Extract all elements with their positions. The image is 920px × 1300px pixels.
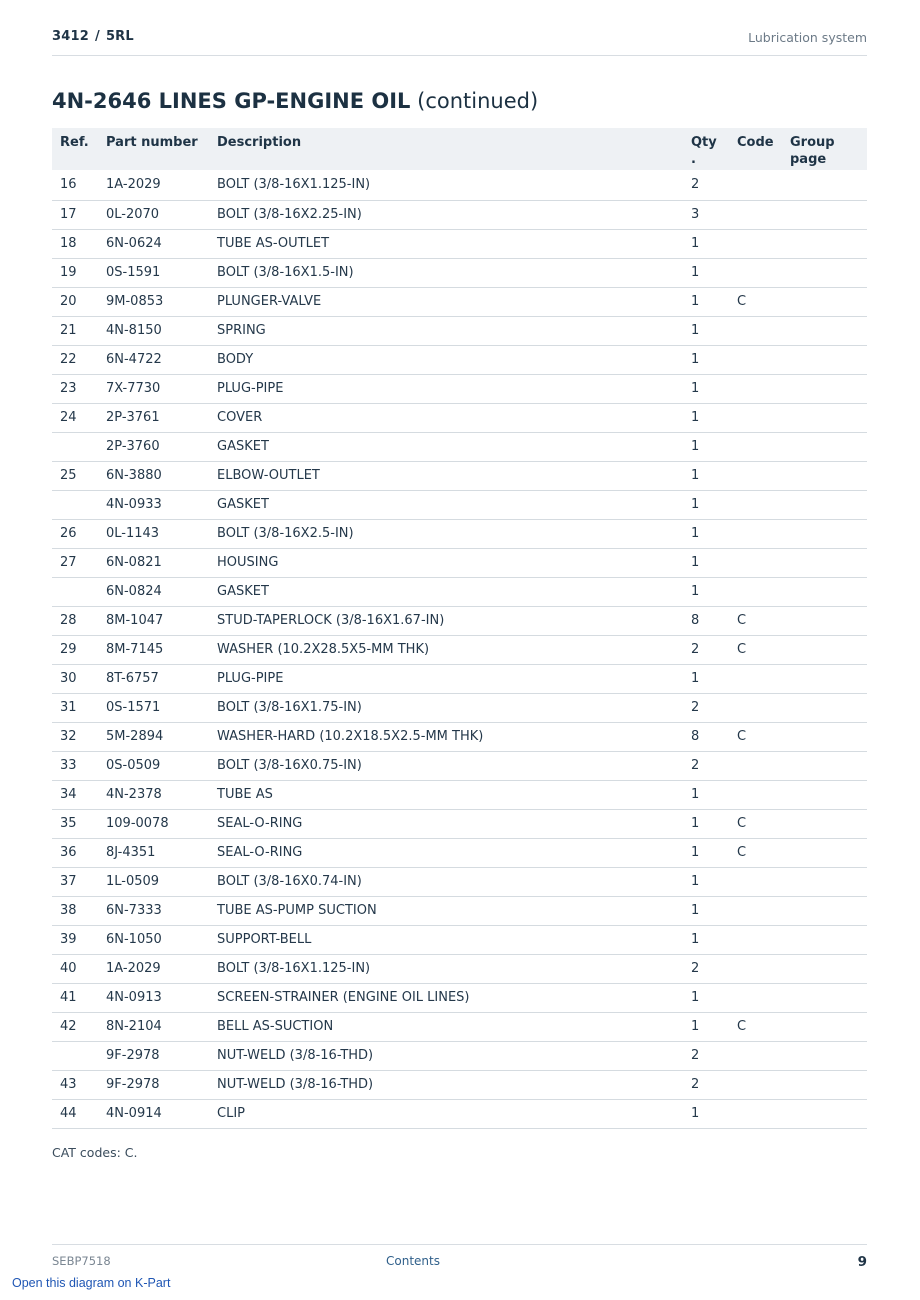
row-qty: 1 [683, 838, 729, 867]
header-qty-line2: . [691, 152, 696, 167]
row-code: C [729, 809, 782, 838]
row-group-page [782, 751, 867, 780]
row-part-number: 0L-2070 [98, 200, 209, 229]
table-row [52, 374, 867, 403]
row-qty: 1 [683, 490, 729, 519]
row-qty: 2 [683, 170, 729, 200]
row-ref: 33 [52, 751, 98, 780]
row-description: SPRING [209, 316, 683, 345]
row-code [729, 577, 782, 606]
row-qty: 8 [683, 606, 729, 635]
row-description: ELBOW-OUTLET [209, 461, 683, 490]
row-qty: 1 [683, 519, 729, 548]
header-description: Description [217, 135, 302, 150]
table-row [52, 287, 867, 316]
row-ref: 16 [52, 170, 98, 200]
table-row [52, 838, 867, 867]
table-row [52, 780, 867, 809]
row-group-page [782, 548, 867, 577]
row-group-page [782, 722, 867, 751]
row-qty: 1 [683, 1012, 729, 1041]
row-code: C [729, 1012, 782, 1041]
row-description: GASKET [209, 432, 683, 461]
row-group-page [782, 170, 867, 200]
model-number: 3412 [52, 29, 89, 44]
row-ref [52, 1041, 98, 1070]
row-part-number: 0S-1591 [98, 258, 209, 287]
table-row [52, 461, 867, 490]
row-ref: 35 [52, 809, 98, 838]
row-qty: 2 [683, 1041, 729, 1070]
row-description: NUT-WELD (3/8-16-THD) [209, 1070, 683, 1099]
row-description: TUBE AS [209, 780, 683, 809]
page-number: 9 [857, 1254, 867, 1270]
row-part-number: 109-0078 [98, 809, 209, 838]
row-code [729, 490, 782, 519]
row-description: BOLT (3/8-16X2.5-IN) [209, 519, 683, 548]
row-group-page [782, 229, 867, 258]
table-row [52, 954, 867, 983]
table-row [52, 925, 867, 954]
row-group-page [782, 838, 867, 867]
row-qty: 1 [683, 287, 729, 316]
row-description: BODY [209, 345, 683, 374]
row-part-number: 9F-2978 [98, 1041, 209, 1070]
table-row [52, 519, 867, 548]
row-description: STUD-TAPERLOCK (3/8-16X1.67-IN) [209, 606, 683, 635]
row-qty: 1 [683, 983, 729, 1012]
row-ref: 29 [52, 635, 98, 664]
row-code [729, 258, 782, 287]
row-description: HOUSING [209, 548, 683, 577]
cat-codes-note: CAT codes: C. [52, 1145, 138, 1160]
row-code [729, 983, 782, 1012]
row-code [729, 200, 782, 229]
row-ref: 20 [52, 287, 98, 316]
row-ref: 30 [52, 664, 98, 693]
table-row [52, 722, 867, 751]
row-qty: 2 [683, 635, 729, 664]
row-part-number: 4N-8150 [98, 316, 209, 345]
table-row [52, 983, 867, 1012]
table-row [52, 809, 867, 838]
row-code [729, 693, 782, 722]
row-qty: 1 [683, 258, 729, 287]
table-row [52, 693, 867, 722]
row-part-number: 1A-2029 [98, 954, 209, 983]
row-qty: 1 [683, 403, 729, 432]
row-part-number: 6N-0821 [98, 548, 209, 577]
row-group-page [782, 374, 867, 403]
row-description: BOLT (3/8-16X1.75-IN) [209, 693, 683, 722]
row-qty: 1 [683, 664, 729, 693]
row-ref: 40 [52, 954, 98, 983]
row-ref: 32 [52, 722, 98, 751]
row-description: COVER [209, 403, 683, 432]
table-row [52, 403, 867, 432]
row-part-number: 6N-0624 [98, 229, 209, 258]
row-group-page [782, 983, 867, 1012]
table-row [52, 664, 867, 693]
row-qty: 1 [683, 345, 729, 374]
row-ref: 18 [52, 229, 98, 258]
row-qty: 1 [683, 229, 729, 258]
row-part-number: 4N-0914 [98, 1099, 209, 1128]
row-ref: 41 [52, 983, 98, 1012]
row-part-number: 1L-0509 [98, 867, 209, 896]
row-ref: 36 [52, 838, 98, 867]
row-qty: 1 [683, 432, 729, 461]
row-ref: 17 [52, 200, 98, 229]
row-ref [52, 577, 98, 606]
table-row [52, 170, 867, 200]
row-ref: 42 [52, 1012, 98, 1041]
row-code [729, 896, 782, 925]
row-ref: 25 [52, 461, 98, 490]
row-description: GASKET [209, 577, 683, 606]
row-part-number: 9M-0853 [98, 287, 209, 316]
row-qty: 1 [683, 1099, 729, 1128]
row-qty: 2 [683, 1070, 729, 1099]
row-group-page [782, 693, 867, 722]
row-group-page [782, 577, 867, 606]
table-row [52, 1099, 867, 1128]
row-group-page [782, 664, 867, 693]
row-part-number: 6N-3880 [98, 461, 209, 490]
row-group-page [782, 200, 867, 229]
row-part-number: 9F-2978 [98, 1070, 209, 1099]
row-ref: 43 [52, 1070, 98, 1099]
row-part-number: 6N-7333 [98, 896, 209, 925]
row-ref: 39 [52, 925, 98, 954]
row-group-page [782, 403, 867, 432]
page-title [52, 89, 538, 113]
row-description: SEAL-O-RING [209, 838, 683, 867]
row-code [729, 432, 782, 461]
row-ref: 26 [52, 519, 98, 548]
row-ref: 44 [52, 1099, 98, 1128]
row-part-number: 6N-0824 [98, 577, 209, 606]
row-code [729, 229, 782, 258]
row-qty: 1 [683, 809, 729, 838]
row-group-page [782, 1099, 867, 1128]
row-ref: 34 [52, 780, 98, 809]
row-code: C [729, 606, 782, 635]
row-code: C [729, 635, 782, 664]
row-code [729, 170, 782, 200]
row-part-number: 8M-1047 [98, 606, 209, 635]
row-description: PLUG-PIPE [209, 664, 683, 693]
table-row [52, 258, 867, 287]
header-qty-line1: Qty [691, 135, 717, 150]
model-serial [52, 29, 134, 44]
header-group-line2: page [790, 152, 827, 167]
row-qty: 8 [683, 722, 729, 751]
row-description: NUT-WELD (3/8-16-THD) [209, 1041, 683, 1070]
row-group-page [782, 287, 867, 316]
table-row [52, 1070, 867, 1099]
row-code: C [729, 722, 782, 751]
row-qty: 1 [683, 461, 729, 490]
row-ref: 24 [52, 403, 98, 432]
row-part-number: 4N-2378 [98, 780, 209, 809]
group-title: 4N-2646 LINES GP-ENGINE OIL [52, 89, 411, 113]
row-description: CLIP [209, 1099, 683, 1128]
row-part-number: 0S-1571 [98, 693, 209, 722]
row-group-page [782, 1012, 867, 1041]
row-code [729, 548, 782, 577]
row-qty: 1 [683, 896, 729, 925]
row-group-page [782, 1070, 867, 1099]
row-code [729, 954, 782, 983]
row-description: BOLT (3/8-16X0.75-IN) [209, 751, 683, 780]
table-row [52, 229, 867, 258]
row-description: BOLT (3/8-16X1.125-IN) [209, 954, 683, 983]
document-id: SEBP7518 [52, 1254, 111, 1268]
row-qty: 2 [683, 751, 729, 780]
row-code [729, 345, 782, 374]
row-description: SUPPORT-BELL [209, 925, 683, 954]
model-separator: / [94, 29, 100, 44]
running-header [52, 29, 867, 56]
row-code [729, 867, 782, 896]
row-group-page [782, 925, 867, 954]
table-row [52, 577, 867, 606]
row-code: C [729, 287, 782, 316]
row-code [729, 403, 782, 432]
row-description: BOLT (3/8-16X0.74-IN) [209, 867, 683, 896]
header-group-line1: Group [790, 135, 835, 150]
row-code [729, 461, 782, 490]
row-qty: 1 [683, 925, 729, 954]
header-row [52, 128, 867, 170]
row-group-page [782, 606, 867, 635]
row-description: WASHER (10.2X28.5X5-MM THK) [209, 635, 683, 664]
row-group-page [782, 345, 867, 374]
parts-table-header [52, 128, 867, 170]
table-row [52, 548, 867, 577]
row-qty: 1 [683, 374, 729, 403]
row-code: C [729, 838, 782, 867]
row-code [729, 1041, 782, 1070]
row-code [729, 664, 782, 693]
row-part-number: 6N-4722 [98, 345, 209, 374]
row-group-page [782, 461, 867, 490]
row-part-number: 0L-1143 [98, 519, 209, 548]
table-row [52, 896, 867, 925]
header-group-page [782, 128, 867, 170]
row-description: WASHER-HARD (10.2X18.5X2.5-MM THK) [209, 722, 683, 751]
row-description: BOLT (3/8-16X1.5-IN) [209, 258, 683, 287]
row-part-number: 1A-2029 [98, 170, 209, 200]
row-part-number: 8J-4351 [98, 838, 209, 867]
table-row [52, 606, 867, 635]
row-description: TUBE AS-OUTLET [209, 229, 683, 258]
row-group-page [782, 867, 867, 896]
row-part-number: 5M-2894 [98, 722, 209, 751]
row-code [729, 316, 782, 345]
row-ref: 37 [52, 867, 98, 896]
header-part-number: Part number [106, 135, 198, 150]
row-group-page [782, 896, 867, 925]
row-part-number: 8N-2104 [98, 1012, 209, 1041]
row-qty: 1 [683, 780, 729, 809]
row-group-page [782, 954, 867, 983]
row-code [729, 780, 782, 809]
row-description: BOLT (3/8-16X1.125-IN) [209, 170, 683, 200]
table-row [52, 867, 867, 896]
row-ref: 23 [52, 374, 98, 403]
header-qty [683, 128, 729, 170]
row-part-number: 6N-1050 [98, 925, 209, 954]
table-row [52, 1041, 867, 1070]
document-page [52, 0, 867, 1300]
row-part-number: 2P-3761 [98, 403, 209, 432]
row-code [729, 374, 782, 403]
row-description: PLUNGER-VALVE [209, 287, 683, 316]
row-part-number: 4N-0913 [98, 983, 209, 1012]
row-group-page [782, 316, 867, 345]
page-footer [52, 1244, 867, 1275]
table-row [52, 1012, 867, 1041]
row-description: PLUG-PIPE [209, 374, 683, 403]
row-qty: 1 [683, 548, 729, 577]
row-qty: 1 [683, 867, 729, 896]
open-diagram-link[interactable]: Open this diagram on K-Part [12, 1276, 171, 1290]
row-qty: 3 [683, 200, 729, 229]
row-part-number: 8T-6757 [98, 664, 209, 693]
header-ref: Ref. [60, 135, 89, 150]
row-description: SEAL-O-RING [209, 809, 683, 838]
parts-table [52, 128, 867, 1129]
row-part-number: 0S-0509 [98, 751, 209, 780]
row-group-page [782, 258, 867, 287]
row-qty: 1 [683, 316, 729, 345]
row-ref: 27 [52, 548, 98, 577]
row-description: TUBE AS-PUMP SUCTION [209, 896, 683, 925]
row-ref: 28 [52, 606, 98, 635]
row-description: GASKET [209, 490, 683, 519]
row-part-number: 8M-7145 [98, 635, 209, 664]
row-ref: 22 [52, 345, 98, 374]
row-code [729, 1070, 782, 1099]
row-description: BELL AS-SUCTION [209, 1012, 683, 1041]
row-group-page [782, 635, 867, 664]
row-group-page [782, 519, 867, 548]
row-part-number: 2P-3760 [98, 432, 209, 461]
table-row [52, 316, 867, 345]
row-ref [52, 490, 98, 519]
table-row [52, 432, 867, 461]
row-part-number: 7X-7730 [98, 374, 209, 403]
row-group-page [782, 1041, 867, 1070]
row-code [729, 751, 782, 780]
row-ref: 19 [52, 258, 98, 287]
row-part-number: 4N-0933 [98, 490, 209, 519]
header-code: Code [737, 135, 774, 150]
row-ref: 21 [52, 316, 98, 345]
section-name: Lubrication system [748, 30, 867, 45]
table-row [52, 345, 867, 374]
row-group-page [782, 432, 867, 461]
row-group-page [782, 809, 867, 838]
row-group-page [782, 490, 867, 519]
table-row [52, 200, 867, 229]
table-row [52, 635, 867, 664]
row-description: SCREEN-STRAINER (ENGINE OIL LINES) [209, 983, 683, 1012]
row-code [729, 925, 782, 954]
row-group-page [782, 780, 867, 809]
row-qty: 2 [683, 954, 729, 983]
row-code [729, 1099, 782, 1128]
parts-table-body [52, 170, 867, 1128]
row-ref: 31 [52, 693, 98, 722]
title-suffix: (continued) [417, 89, 539, 113]
row-qty: 1 [683, 577, 729, 606]
table-row [52, 490, 867, 519]
row-code [729, 519, 782, 548]
row-description: BOLT (3/8-16X2.25-IN) [209, 200, 683, 229]
serial-prefix: 5RL [105, 29, 134, 44]
contents-link[interactable]: Contents [386, 1254, 440, 1268]
row-ref [52, 432, 98, 461]
table-row [52, 751, 867, 780]
row-qty: 2 [683, 693, 729, 722]
row-ref: 38 [52, 896, 98, 925]
